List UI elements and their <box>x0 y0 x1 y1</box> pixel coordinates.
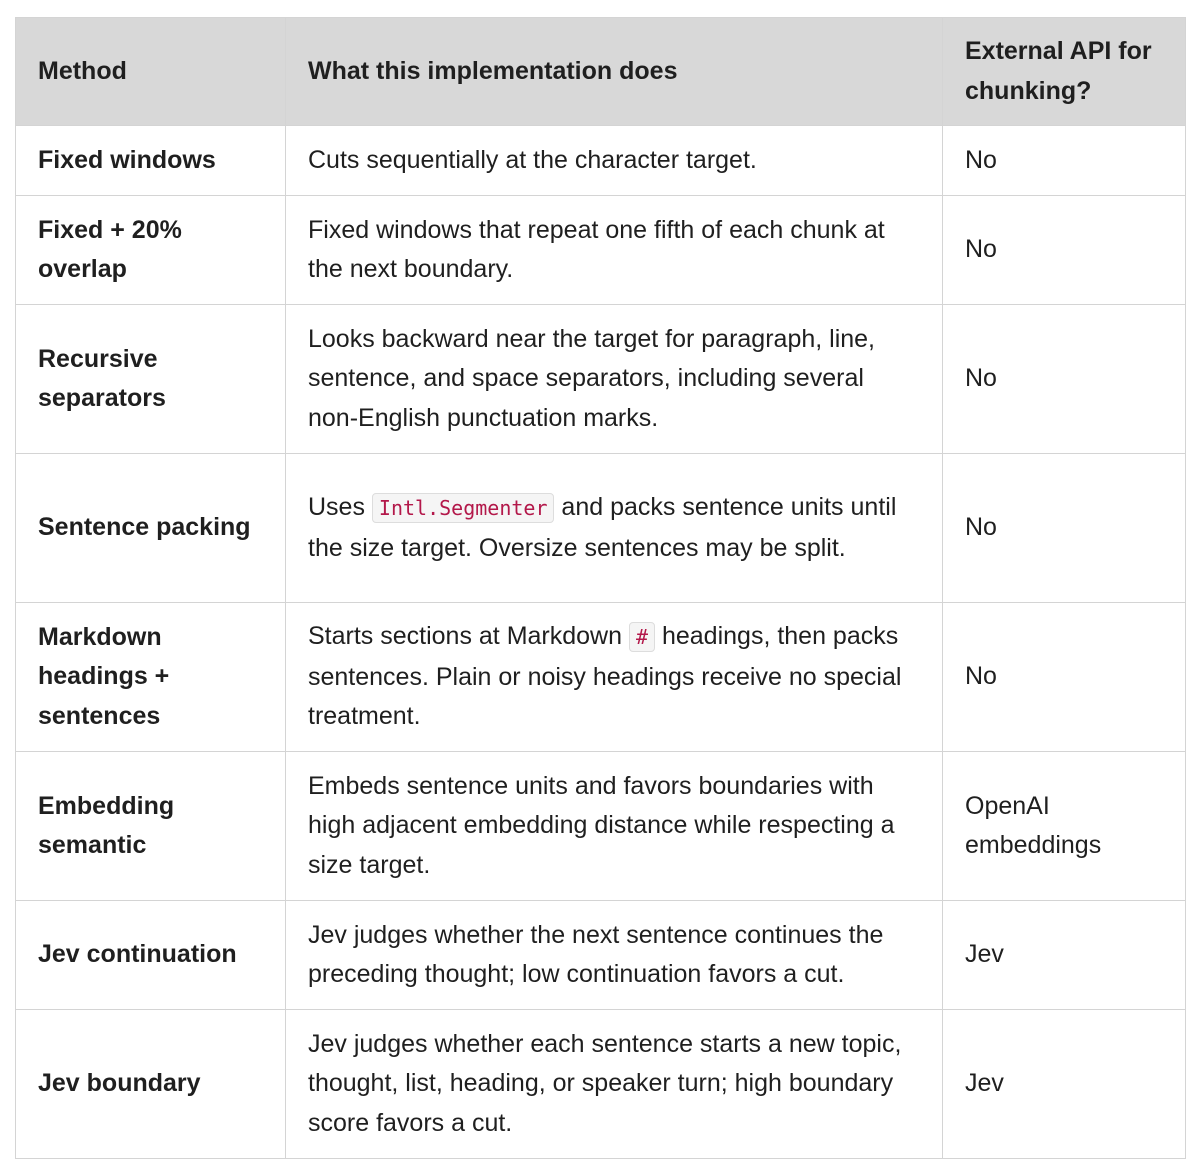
table-header <box>16 18 1186 126</box>
method-cell: Jev boundary <box>16 1010 286 1159</box>
chunking-methods-table <box>15 17 1186 1159</box>
description-text-before: Starts sections at Markdown <box>308 622 629 651</box>
external-api-cell: No <box>943 603 1186 752</box>
table-row <box>16 126 1186 196</box>
header-description: What this implementation does <box>286 18 943 126</box>
header-method: Method <box>16 18 286 126</box>
method-cell: Jev continuation <box>16 901 286 1010</box>
external-api-cell: No <box>943 305 1186 454</box>
table-row <box>16 454 1186 603</box>
comparison-table-container <box>15 17 1185 1159</box>
table-row <box>16 901 1186 1010</box>
inline-code: # <box>629 622 655 652</box>
header-external-api: External API for chunking? <box>943 18 1186 126</box>
table-row <box>16 603 1186 752</box>
external-api-cell: No <box>943 196 1186 305</box>
description-cell: Jev judges whether each sentence starts a new topic, thought, list, heading, or speaker turn; high boundary score favors a cut. <box>286 1010 943 1159</box>
header-row <box>16 18 1186 126</box>
external-api-cell: OpenAI embeddings <box>943 752 1186 901</box>
method-cell: Recursive separators <box>16 305 286 454</box>
table-row <box>16 305 1186 454</box>
table-row <box>16 1010 1186 1159</box>
method-cell: Markdown headings + sentences <box>16 603 286 752</box>
description-cell: Embeds sentence units and favors boundaries with high adjacent embedding distance while respecting a size target. <box>286 752 943 901</box>
description-cell: Looks backward near the target for paragraph, line, sentence, and space separators, including several non-English punctuation marks. <box>286 305 943 454</box>
inline-code: Intl.Segmenter <box>372 493 555 523</box>
external-api-cell: No <box>943 126 1186 196</box>
description-cell: Jev judges whether the next sentence continues the preceding thought; low continuation favors a cut. <box>286 901 943 1010</box>
method-cell: Sentence packing <box>16 454 286 603</box>
table-body <box>16 126 1186 1159</box>
external-api-cell: No <box>943 454 1186 603</box>
description-text-after: and packs sentence units until the size target. Oversize sentences may be split. <box>308 493 897 562</box>
method-cell: Embedding semantic <box>16 752 286 901</box>
method-cell: Fixed + 20% overlap <box>16 196 286 305</box>
description-cell: Fixed windows that repeat one fifth of each chunk at the next boundary. <box>286 196 943 305</box>
description-text-after: headings, then packs sentences. Plain or noisy headings receive no special treatment. <box>308 622 902 731</box>
table-row <box>16 752 1186 901</box>
external-api-cell: Jev <box>943 1010 1186 1159</box>
description-cell <box>286 603 943 752</box>
method-cell: Fixed windows <box>16 126 286 196</box>
external-api-cell: Jev <box>943 901 1186 1010</box>
description-cell: Cuts sequentially at the character target. <box>286 126 943 196</box>
table-row <box>16 196 1186 305</box>
description-cell <box>286 454 943 603</box>
description-text-before: Uses <box>308 493 372 521</box>
